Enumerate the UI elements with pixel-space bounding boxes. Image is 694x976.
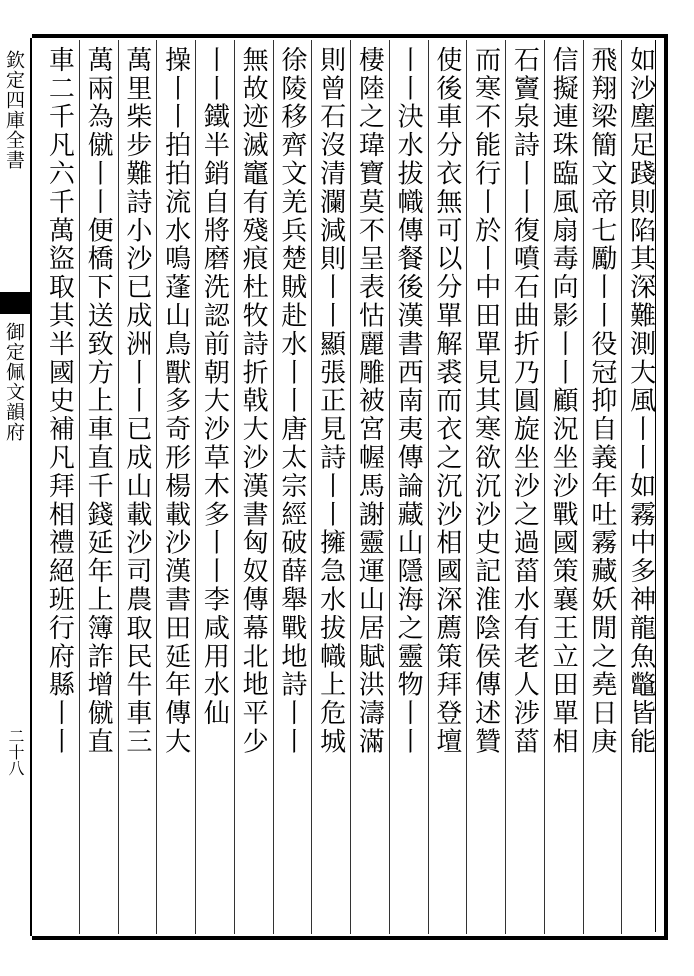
- page-frame-right-border: [664, 34, 668, 940]
- text-column: 使後車分衣無可以分單解裘而衣之沉沙相國深薦策拜登壇: [431, 46, 462, 756]
- column-rule: [195, 40, 196, 934]
- column-rule: [466, 40, 467, 934]
- page-frame-bottom-border: [32, 936, 668, 940]
- text-column: 信擬連珠臨風扇毒向影丨丨顧況坐沙戰國策襄王立田單相: [548, 46, 579, 756]
- page-margin: [0, 38, 30, 936]
- column-rule: [428, 40, 429, 934]
- text-column: 徐陵移齊文羌兵楚賊赴水丨丨唐太宗經破薛舉戰地詩丨丨: [276, 46, 307, 756]
- text-column: 萬兩為僦丨丨便橋下送致方上車直千錢延年上簿詐增僦直: [83, 46, 114, 756]
- column-rule: [79, 40, 80, 934]
- text-column: 棲陸之瑋寶莫不呈表怙麗雕被宮幄馬謝靈運山居賦洪濤滿: [354, 46, 385, 756]
- column-rule: [156, 40, 157, 934]
- column-rule: [621, 40, 622, 934]
- text-column: 操丨丨拍拍流水鳴蓬山鳥獸多奇形楊載沙漢書田延年傳大: [160, 46, 191, 756]
- text-column: 萬里柴步難詩小沙已成洲丨丨已成山載沙司農取民牛車三: [121, 46, 152, 756]
- book-title: 欽定四庫全書: [3, 50, 25, 170]
- column-rule: [544, 40, 545, 934]
- column-rule: [350, 40, 351, 934]
- text-column: 丨丨決水拔幟傳餐後漢書西南夷傳論藏山隱海之靈物丨丨: [393, 46, 424, 756]
- column-rule: [583, 40, 584, 934]
- column-rule: [389, 40, 390, 934]
- fish-tail-mark: [0, 292, 30, 314]
- text-column: 無故迹滅竈有殘痕杜牧詩折戟大沙漢書匈奴傳幕北地平少: [238, 46, 269, 756]
- text-column: 飛翔梁簡文帝七勵丨丨役冠抑自義年吐霧藏妖閒之堯日庚: [586, 46, 617, 756]
- column-rule: [505, 40, 506, 934]
- text-column: 如沙塵足踐則陷其深難測大風丨丨如霧中多神龍魚鼈皆能: [625, 46, 656, 756]
- text-column: 石竇泉詩丨丨復噴石曲折乃圓旋坐沙之過菑水有老人涉菑: [509, 46, 540, 756]
- text-column: 丨丨鐵半銷自將磨洗認前朝大沙草木多丨丨李咸用水仙: [199, 46, 230, 728]
- column-rule: [311, 40, 312, 934]
- column-rule: [273, 40, 274, 934]
- margin-divider: [30, 38, 32, 936]
- page-frame-top-border: [32, 34, 668, 38]
- text-column: 則曾石沒清瀾減則丨丨顯張正見詩丨丨擁急水拔幟上危城: [315, 46, 346, 756]
- column-rule: [234, 40, 235, 934]
- column-rule: [118, 40, 119, 934]
- book-subtitle: 御定佩文韻府: [3, 322, 25, 442]
- page-number: 二十八: [6, 728, 25, 776]
- text-column: 車二千凡六千萬盜取其半國史補凡拜相禮絕班行府縣丨丨: [44, 46, 75, 756]
- text-column: 而寒不能行丨於丨中田單見其寒欲沉沙史記淮陰侯傳述贊: [470, 46, 501, 756]
